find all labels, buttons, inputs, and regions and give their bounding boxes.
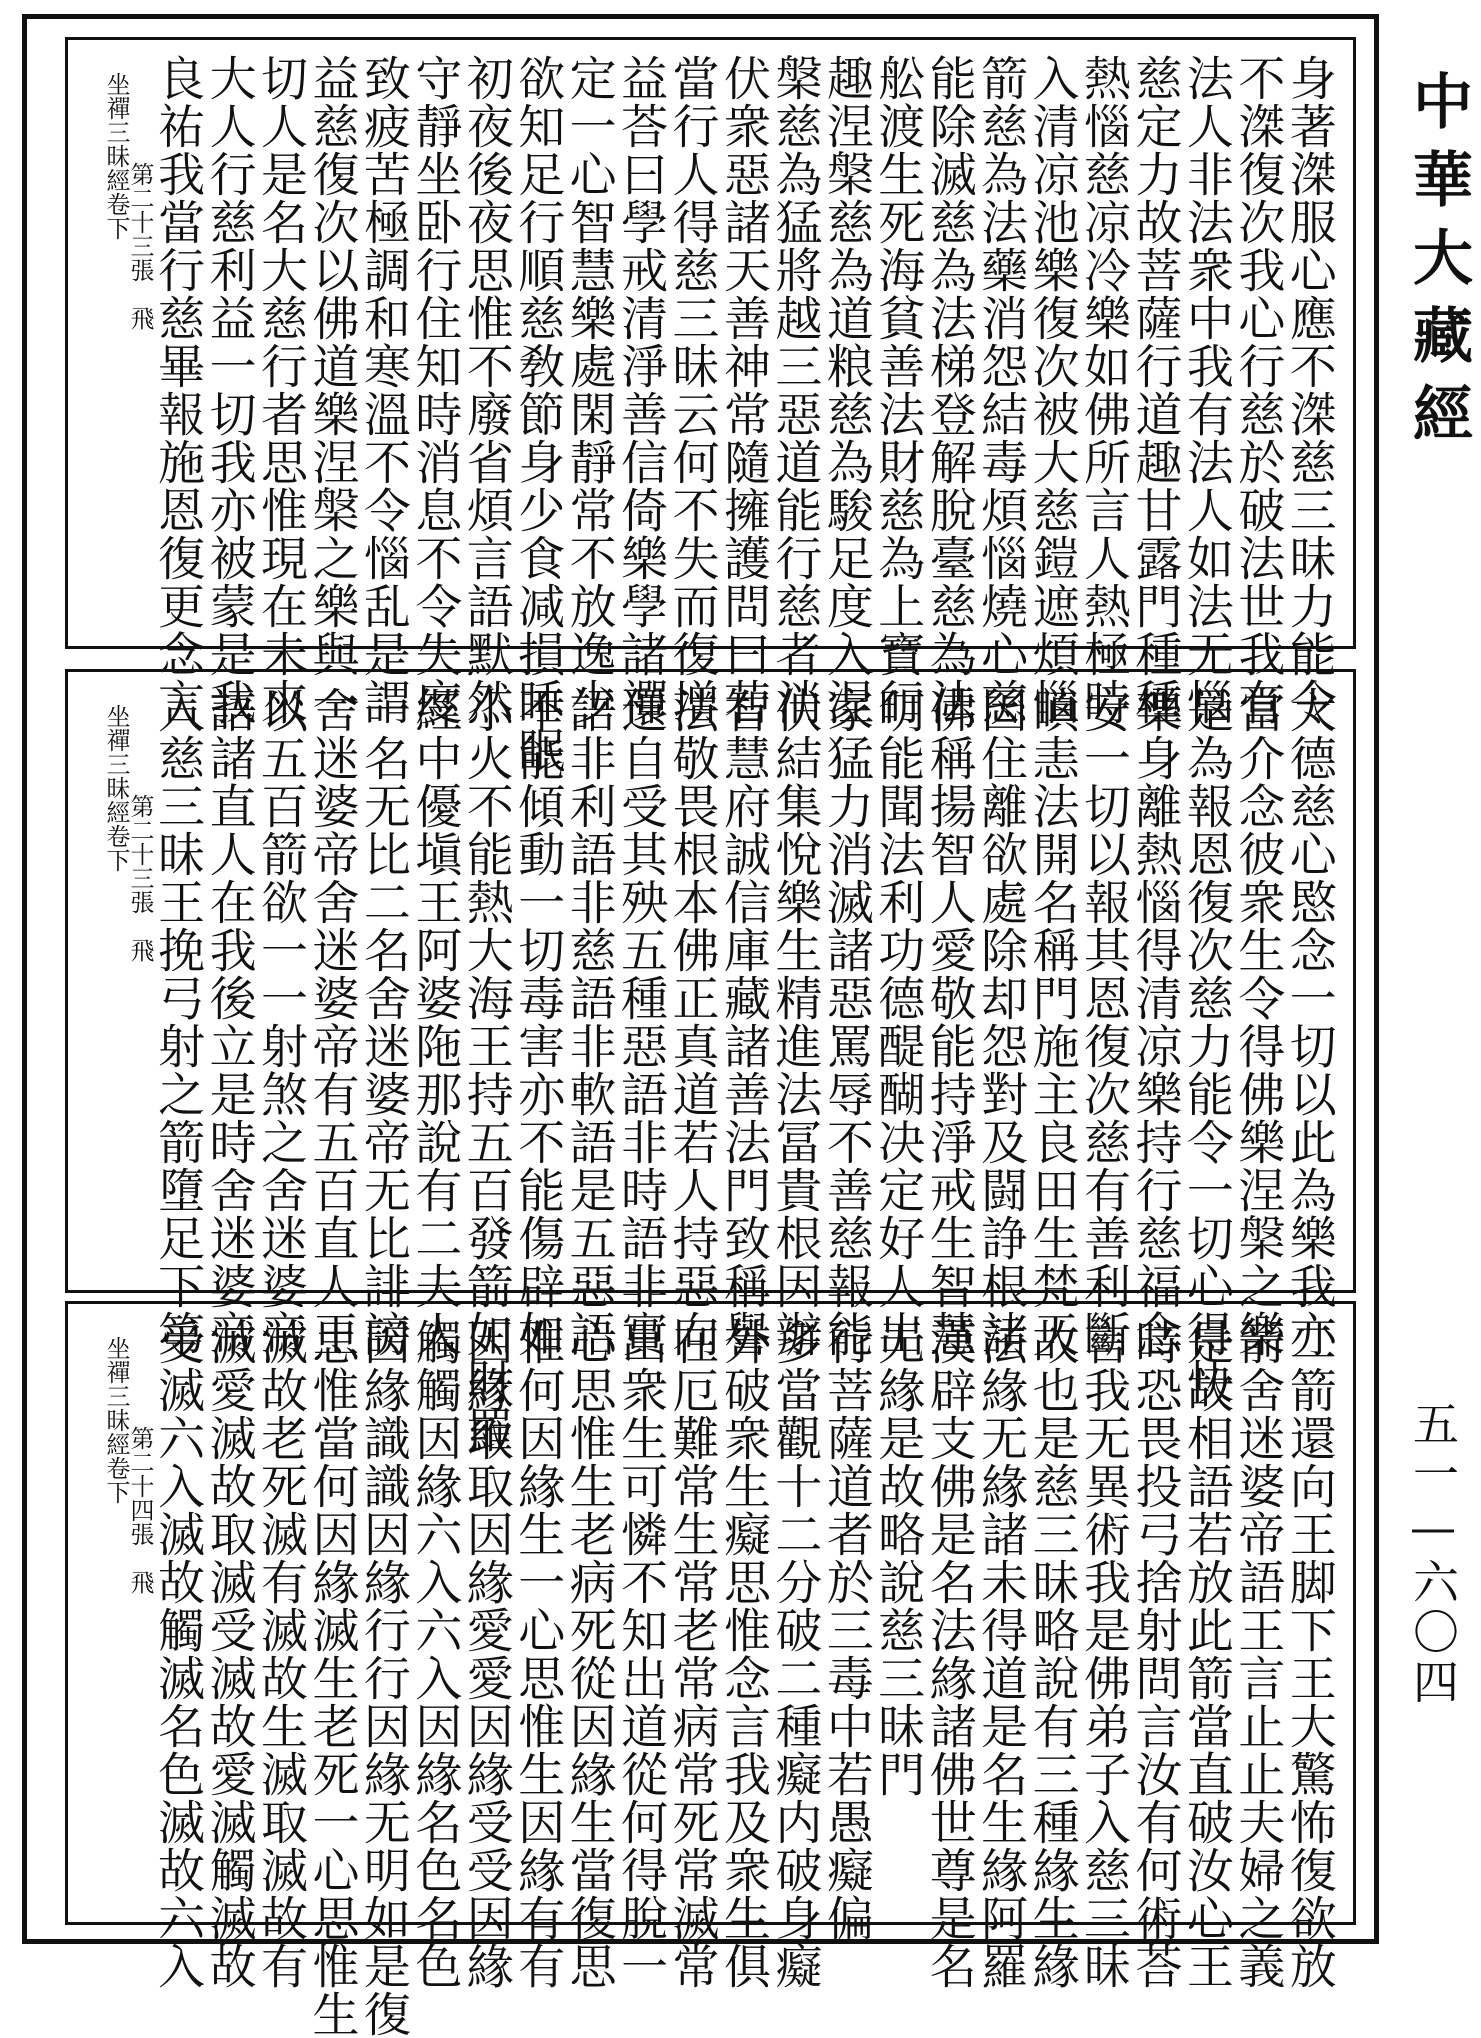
text-column (1230, 1318, 1286, 1990)
footer-sutra-title: 坐禪三昧經卷下 (101, 72, 130, 240)
column-text: 受滅六入滅故觸滅名色滅故六入 (150, 1318, 206, 1990)
column-text: 小火不能熱大海王持五百發箭如財羅 (458, 686, 514, 1454)
text-column (715, 54, 771, 726)
column-text: 外破衆生癡思惟念言我及衆生俱 (715, 1318, 771, 1990)
collection-title: 中華大藏經 (1403, 70, 1473, 460)
text-column (253, 1318, 309, 1990)
column-text: 身著滐服心應不滐慈三昧力能令 (1281, 54, 1337, 726)
text-column (870, 54, 926, 726)
text-column (1076, 54, 1132, 726)
text-column (870, 686, 926, 1358)
text-column (407, 686, 463, 1358)
column-text: 舩渡生死海貧善法財慈為上寶行 (870, 54, 926, 726)
column-text: 大人行慈利益一切我亦被蒙是我 (201, 54, 257, 726)
text-columns-2 (68, 672, 1353, 1454)
text-column (561, 686, 617, 1358)
column-text: 能除滅慈為法梯登解脫臺慈為法 (921, 54, 977, 726)
register-footer (86, 1318, 152, 1914)
text-column (150, 54, 206, 726)
text-column (1127, 1318, 1183, 1990)
column-text: 經中優塡王阿婆陁那說有二夫人 (407, 686, 463, 1358)
column-text: 語非利語非慈語非軟語是五惡語 (561, 686, 617, 1358)
column-text: 是為報恩復次慈力能令一切心得快 (1178, 686, 1234, 1406)
text-column (767, 1318, 823, 1990)
column-text: 思惟當何因緣滅生老死一心思惟生 (304, 1318, 360, 2038)
text-column (458, 686, 514, 1454)
text-column (664, 54, 720, 726)
column-text: 語諸直人在我後立是時舍迷婆帝 (201, 686, 257, 1358)
text-column (458, 1318, 514, 1990)
column-text: 初夜後夜思惟不廢省煩言語默然 (458, 54, 514, 726)
column-text: 入慈三昧王挽弓射之箭墮足下第 (150, 686, 206, 1358)
text-column (818, 686, 874, 1358)
footer-folio: 第二十三張 飛 (125, 794, 154, 962)
column-text: 法緣无緣諸未得道是名生緣阿羅 (973, 1318, 1029, 1990)
text-column (304, 1318, 360, 2038)
column-text: 因緣識識因緣行行因緣无明如是復 (355, 1318, 411, 2038)
page-frame (22, 14, 1379, 2038)
column-text: 當行人得慈三昧云何不失而復增 (664, 54, 720, 726)
text-column (613, 54, 669, 726)
column-text: 切人是名大慈行者思惟現在未來 (253, 54, 309, 726)
text-column (767, 54, 823, 726)
column-text: 滅愛滅故取滅受滅故愛滅觸滅故 (201, 1318, 257, 1990)
column-text: 心思惟生老病死從因緣生當復思 (561, 1318, 617, 1990)
column-text: 還自受其殃五種惡語非時語非實 (613, 686, 669, 1358)
text-column (150, 1318, 206, 1990)
column-text: 因緣取取因緣愛愛因緣受受因緣 (458, 1318, 514, 1990)
footer-folio: 第二十三張 飛 (125, 162, 154, 330)
column-text: 行菩薩道者於三毒中若愚癡偏 (818, 1318, 874, 1942)
text-column (407, 1318, 463, 1990)
text-column (767, 686, 823, 1358)
text-column (613, 686, 669, 1358)
text-register-1 (65, 37, 1356, 774)
text-column (1024, 1318, 1080, 1990)
column-text: 多當觀十二分破二種癡内破身癡 (767, 1318, 823, 1990)
text-column (561, 1318, 617, 1990)
column-text: 是故相語若放此箭當直破汝心王 (1178, 1318, 1234, 1990)
footer-folio: 第二十四張 飛 (125, 1426, 154, 1594)
text-columns-3 (68, 1304, 1353, 2038)
text-register-3 (65, 1301, 1356, 2038)
text-column (973, 686, 1029, 1358)
column-text: 因住離欲處除却怨對及闘諍根諸 (973, 686, 1029, 1358)
text-column (1178, 54, 1234, 726)
text-column (1230, 54, 1286, 726)
text-column (201, 54, 257, 726)
text-column (201, 1318, 257, 1990)
column-text: 明能聞法利功德醍醐决定好人出 (870, 686, 926, 1358)
column-text: 樂身離熱惱得清凉樂持行慈福念 (1127, 686, 1183, 1358)
text-column (355, 54, 411, 726)
column-text: 箭舍迷婆帝語王言止止夫婦之義 (1230, 1318, 1286, 1990)
column-text: 家猛力消滅諸惡罵辱不善慈報能 (818, 686, 874, 1358)
column-text: 安一切以報其恩復次慈有善利斷 (1076, 686, 1132, 1358)
text-column (201, 686, 257, 1358)
column-text: 无緣是故略說慈三昧門 (870, 1318, 926, 1798)
text-column (1281, 686, 1337, 1358)
footer-sutra-title: 坐禪三昧經卷下 (101, 1336, 130, 1504)
text-column (1076, 1318, 1132, 1990)
text-column (1024, 54, 1080, 726)
column-text: 益荅曰學戒清淨善信倚樂學諸禪 (613, 54, 669, 726)
column-text: 瞋恚法開名稱門施主良田生梵天 (1024, 686, 1080, 1358)
column-text: 入清凉池樂復次被大慈鎧遮煩惱 (1024, 54, 1080, 726)
text-column (1281, 1318, 1337, 1990)
column-text: 出衆生可憐不知出道從何得脫一 (613, 1318, 669, 1990)
text-column (1281, 54, 1337, 726)
column-text: 守靜坐卧行住知時消息不令失度 (407, 54, 463, 726)
column-text: 伏衆惡諸天善神常隨擁護問曰若 (715, 54, 771, 726)
text-column (921, 54, 977, 726)
text-column (510, 1318, 566, 1990)
register-footer (86, 54, 152, 638)
text-column (973, 1318, 1029, 1990)
text-column (664, 686, 720, 1358)
column-text: 慈定力故菩薩行道趣甘露門種種 (1127, 54, 1183, 726)
text-column (304, 54, 360, 726)
column-text: 熱惱慈凉冷樂如佛所言人熱極時 (1076, 54, 1132, 726)
text-column (870, 1318, 926, 1914)
text-column (715, 1318, 771, 1990)
text-column (355, 686, 411, 1358)
text-column (715, 686, 771, 1358)
column-text: 趣涅槃慈為道粮慈為駿足度入涅 (818, 54, 874, 726)
column-text: 佛稱揚智人愛敬能持淨戒生智慧 (921, 686, 977, 1358)
column-text: 槃慈為猛將越三惡道能行慈者消 (767, 54, 823, 726)
column-text: 智慧府誠信庫藏諸善法門致稱譽 (715, 686, 771, 1358)
text-column (1024, 686, 1080, 1358)
column-text: 時恐畏投弓捨射問言汝有何術荅 (1127, 1318, 1183, 1990)
text-column (150, 686, 206, 1358)
column-text: 良祐我當行慈畢報施恩復更念言 (150, 54, 206, 726)
text-column (510, 54, 566, 774)
page-number: 五一—六〇四 (1406, 1400, 1460, 1708)
column-text: 當介念彼衆生令得佛樂涅槃之樂 (1230, 686, 1286, 1358)
text-column (1127, 54, 1183, 726)
text-column (921, 686, 977, 1358)
text-column (613, 1318, 669, 1990)
column-text: 言我无異術我是佛弟子入慈三昧 (1076, 1318, 1132, 1990)
column-text: 定一心智慧樂處閑靜常不放逸少 (561, 54, 617, 726)
column-text: 益慈復次以佛道樂涅槃之樂與一 (304, 54, 360, 726)
text-column (921, 1318, 977, 1990)
column-text: 不滐復次我心行慈於破法世我有 (1230, 54, 1286, 726)
column-text: 惟何因緣生一心思惟生因緣有有 (510, 1318, 566, 1990)
text-register-2 (65, 669, 1356, 1454)
column-text: 一名无比二名舍迷婆帝无比誹謗 (355, 686, 411, 1358)
column-text: 故也是慈三昧略說有三種緣生緣 (1024, 1318, 1080, 1990)
text-column (355, 1318, 411, 2038)
footer-sutra-title: 坐禪三昧經卷下 (101, 704, 130, 872)
column-text: 舍迷婆帝舍迷婆帝有五百直人王 (304, 686, 360, 1358)
text-column (818, 1318, 874, 1942)
text-columns-1 (68, 40, 1353, 774)
column-text: 在厄難常生常老常病常死常滅常 (664, 1318, 720, 1990)
text-column (1230, 686, 1286, 1358)
column-text: 法人非法衆中我有法人如法无惱 (1178, 54, 1234, 726)
text-column (407, 54, 463, 726)
column-text: 箭慈為法藥消怨結毒煩惱燒心慈 (973, 54, 1029, 726)
text-column (973, 54, 1029, 726)
column-text: 漢辟支佛是名法緣諸佛世尊是名 (921, 1318, 977, 1990)
column-text: 不能傾動一切毒害亦不能傷辟如 (510, 686, 566, 1358)
column-text: 觸觸因緣六入六入因緣名色名色 (407, 1318, 463, 1990)
column-text: 滅故老死滅有滅故生滅取滅故有 (253, 1318, 309, 1990)
text-column (561, 54, 617, 726)
text-column (458, 54, 514, 726)
text-column (1178, 1318, 1234, 1990)
register-footer (86, 686, 152, 1282)
column-text: 欲知足行順慈敎節身少食减損睡眠 (510, 54, 566, 774)
column-text: 伏結集悅樂生精進法冨貴根因辦 (767, 686, 823, 1358)
column-text: 二箭還向王脚下王大驚怖復欲放 (1281, 1318, 1337, 1990)
text-column (1076, 686, 1132, 1358)
text-column (253, 54, 309, 726)
column-text: 法敬畏根本佛正真道若人持惡向 (664, 686, 720, 1358)
text-column (664, 1318, 720, 1990)
text-column (253, 686, 309, 1358)
text-column (304, 686, 360, 1358)
column-text: 致疲苦極調和寒溫不令惱乱是謂 (355, 54, 411, 726)
column-text: 以五百箭欲一一射煞之舍迷婆帝 (253, 686, 309, 1358)
text-column (818, 54, 874, 726)
column-text: 大德慈心愍念一切以此為樂我亦 (1281, 686, 1337, 1358)
text-column (510, 686, 566, 1358)
text-column (1178, 686, 1234, 1406)
text-column (1127, 686, 1183, 1358)
